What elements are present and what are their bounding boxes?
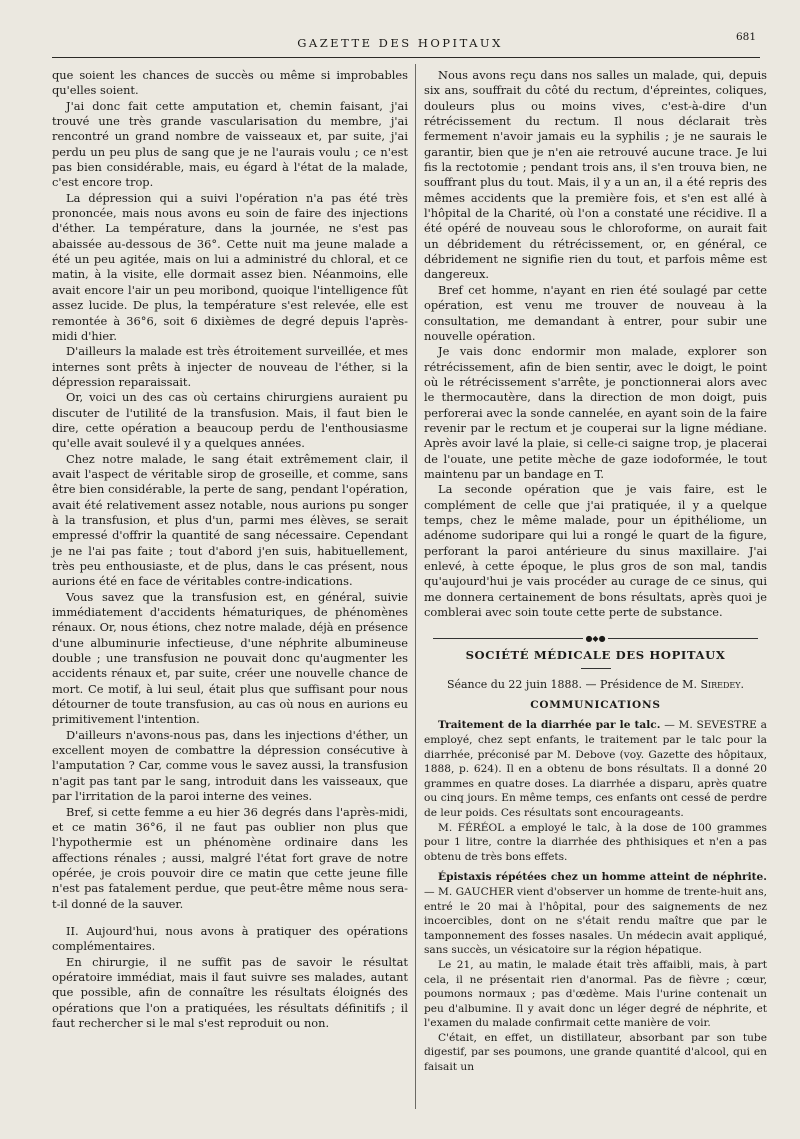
paragraph: Chez notre malade, le sang était extrêmement clair, il avait l'aspect de véritable sirop de groseille, et comme, sans être bien considérable, la perte de sang, pendant l'opération, avait été relativement assez notable, nous aurions pu songer à la transfusion, et plus d'un, parmi mes élèves, se serait empressé d'offrir la quantité de sang nécessaire. Cependant je ne l'ai pas faite ; tout d'abord j'en suis, habituellement, très peu enthousiaste, et de plus, dans le cas présent, nous aurions été en face de véritables contre-indications.: [52, 451, 408, 589]
paragraph: Je vais donc endormir mon malade, explorer son rétrécissement, afin de bien sentir, avec le doigt, le point où le rétrécissement s'arrête, je ponctionnerai alors avec le thermocautère, dans la direction de mon doigt, puis perforerai avec la sonde cannelée, en ayant soin de la faire revenir par le rectum et je couperai sur la ligne médiane. Après avoir lavé la plaie, si celle-ci saigne trop, je placerai de l'ouate, une petite mèche de gaze iodoformée, le tout maintenu par un bandage en T.: [424, 344, 767, 481]
paragraph: D'ailleurs n'avons-nous pas, dans les injections d'éther, un excellent moyen de combattre la dépression consécutive à l'amputation ? Car, comme vous le savez aussi, la transfusion n'agit pas tant par le sang, introduit dans les vaisseaux, que par l'irritation de la paroi interne des veines.: [52, 727, 408, 804]
section-heading-paragraph: II. Aujourd'hui, nous avons à pratiquer des opérations complémentaires.: [52, 923, 408, 954]
communications-body: [424, 718, 767, 1074]
seance-line: [424, 677, 767, 692]
paragraph: C'était, en effet, un distillateur, absorbant par son tube digestif, par ses poumons, une grande quantité d'alcool, qui en faisait un: [424, 1031, 767, 1074]
communication-entry: [424, 870, 767, 958]
column-divider: [415, 64, 416, 1109]
paragraph: D'ailleurs la malade est très étroitement surveillée, et mes internes sont prêts à injecter de nouveau de l'éther, si la dépression reparaissait.: [52, 344, 408, 389]
communications-heading: COMMUNICATIONS: [530, 699, 661, 712]
paragraph: Nous avons reçu dans nos salles un malade, qui, depuis six ans, souffrait du côté du rectum, d'épreintes, coliques, douleurs plus ou moins vives, c'est-à-dire d'un rétrécissement du rectum. Il nous déclarait très fermement n'avoir jamais eu la syphilis ; je ne saurais le garantir, bien que je n'en aie retrouvé aucune trace. Je lui fis la rectotomie ; pendant trois ans, il s'en trouva bien, ne souffrant plus du tout. Mais, il y a un an, il a été repris des mêmes accidents que la première fois, et s'en est allé à l'hôpital de la Charité, où l'on a constaté une récidive. Il a été opéré de nouveau sous le chloroforme, on aurait fait un débridement du rétrécissement, or, en général, ce débridement ne signifie rien du tout, et parfois même est dangereux.: [424, 68, 767, 282]
communication-author: — M. SEVESTRE: [660, 719, 757, 732]
paragraph: que soient les chances de succès ou même si improbables qu'elles soient.: [52, 68, 408, 98]
section-ornament: ●◆●: [424, 630, 767, 640]
communication-title: Épistaxis répétées chez un homme atteint de néphrite.: [438, 871, 767, 884]
communication-title: Traitement de la diarrhée par le talc.: [438, 719, 661, 732]
page-number: 681: [735, 31, 756, 43]
society-title: SOCIÉTÉ MÉDICALE DES HOPITAUX: [465, 648, 726, 663]
short-rule: [581, 668, 611, 669]
paragraph: Le 21, au matin, le malade était très affaibli, mais, à part cela, il ne présentait rien d'anormal. Pas de fièvre ; cœur, poumons normaux ; pas d'œdème. Mais l'urine contenait un peu d'albumine. Il y avait donc un léger degré de néphrite, et l'examen du malade confirmait cette manière de voir.: [424, 958, 767, 1030]
paragraph: En chirurgie, il ne suffit pas de savoir le résultat opératoire immédiat, mais il faut suivre ses malades, autant que possible, afin de connaître les résultats éloignés des opérations que l'on a pratiquées, les résultats définitifs ; il faut rechercher si le mal s'est reproduit ou non.: [52, 954, 408, 1030]
paragraph: La dépression qui a suivi l'opération n'a pas été très prononcée, mais nous avons eu soin de faire des injections d'éther. La température, dans la journée, ne s'est pas abaissée au-dessous de 36°. Cette nuit ma jeune malade a été un peu agitée, mais on lui a administré du chloral, et ce matin, à la visite, elle dormait assez bien. Néanmoins, elle avait encore l'air un peu moribond, quoique l'intelligence fût assez lucide. De plus, la température s'est relevée, elle est remontée à 36°6, soit 6 dixièmes de degré depuis l'après-midi d'hier.: [52, 190, 408, 343]
communication-entry: [424, 718, 767, 820]
paragraph: Or, voici un des cas où certains chirurgiens auraient pu discuter de l'utilité de la transfusion. Mais, il faut bien le dire, cette opération a beaucoup perdu de l'enthousiasme qu'elle avait soulevé il y a quelques années.: [52, 390, 408, 451]
seance-prefix: Séance du 22 juin 1888. — Présidence de M.: [446, 677, 701, 691]
right-column: [424, 68, 767, 1075]
communication-text: vient d'observer un homme de trente-huit ans, entré le 20 mai à l'hôpital, pour des saignements de nez incoercibles, dont on ne s'était rendu maître que par le tamponnement des fosses nasales. Un médecin avait appliqué, sans succès, un vésicatoire sur la région hépatique.: [424, 885, 768, 957]
seance-president: Siredey.: [700, 677, 745, 691]
left-column: [52, 68, 408, 1031]
communication-entry: [424, 821, 767, 865]
communication-text: a employé le talc, à la dose de 100 grammes pour 1 litre, contre la diarrhée des phthisiques et n'en a pas obtenu de très bons effets.: [424, 821, 767, 863]
paragraph: J'ai donc fait cette amputation et, chemin faisant, j'ai trouvé une très grande vascularisation du membre, j'ai rencontré un grand nombre de vaisseaux et, par suite, j'ai perdu un peu plus de sang que je ne l'aurais voulu ; ce n'est pas bien considérable, mais, eu égard à l'état de la malade, c'est encore trop.: [52, 98, 408, 190]
paragraph: La seconde opération que je vais faire, est le complément de celle que j'ai pratiquée, il y a quelque temps, chez le même malade, pour un épithéliome, un adénome sudoripare qui lui a rongé le quart de la figure, perforant la paroi antérieure du sinus maxillaire. J'ai enlevé, à cette époque, le plus gros de son mal, tandis qu'aujourd'hui je vais procéder au curage de ce sinus, qui me donnera certainement de bons résultats, après quoi je comblerai avec soin toute cette perte de substance.: [424, 482, 767, 620]
running-header-title: GAZETTE DES HOPITAUX: [297, 36, 503, 50]
paragraph: Vous savez que la transfusion est, en général, suivie immédiatement d'accidents hématuriques, de phénomènes rénaux. Or, nous étions, chez notre malade, déjà en présence d'une albuminurie infectieuse, d'une néphrite albumineuse double ; une transfusion ne pouvait donc qu'augmenter les accidents rénaux et, par suite, créer une nouvelle chance de mort. Ce motif, à lui seul, était plus que suffisant pour nous détourner de toute transfusion, au cas où nous en aurions eu primitivement l'intention.: [52, 589, 408, 727]
communication-author: M. FÉRÉOL: [438, 821, 505, 834]
communication-text: a employé, chez sept enfants, le traitement par le talc pour la diarrhée, préconisé par M. Debove (voy. Gazette des hôpitaux, 1888, p. 624). Il en a obtenu de bons résultats. Il a donné 20 grammes en quatre doses. La diarrhée a disparu, après quatre ou cinq jours. En même temps, ces enfants ont cessé de perdre de leur poids. Ces résultats sont encourageants.: [424, 719, 767, 819]
paragraph: Bref cet homme, n'ayant en rien été soulagé par cette opération, est venu me trouver de nouveau à la consultation, me demandant à entrer, pour subir une nouvelle opération.: [424, 282, 767, 343]
communication-author: — M. GAUCHER: [424, 885, 514, 898]
paragraph: Bref, si cette femme a eu hier 36 degrés dans l'après-midi, et ce matin 36°6, il ne faut pas oublier non plus que l'hypothermie est un phénomène ordinaire dans les affections rénales ; aussi, malgré l'état fort grave de notre opérée, je crois pouvoir dire ce matin que cette jeune fille n'est pas fatalement perdue, que peut-être même nous sera-t-il donné de la sauver.: [52, 804, 408, 911]
header-rule: [52, 57, 760, 58]
